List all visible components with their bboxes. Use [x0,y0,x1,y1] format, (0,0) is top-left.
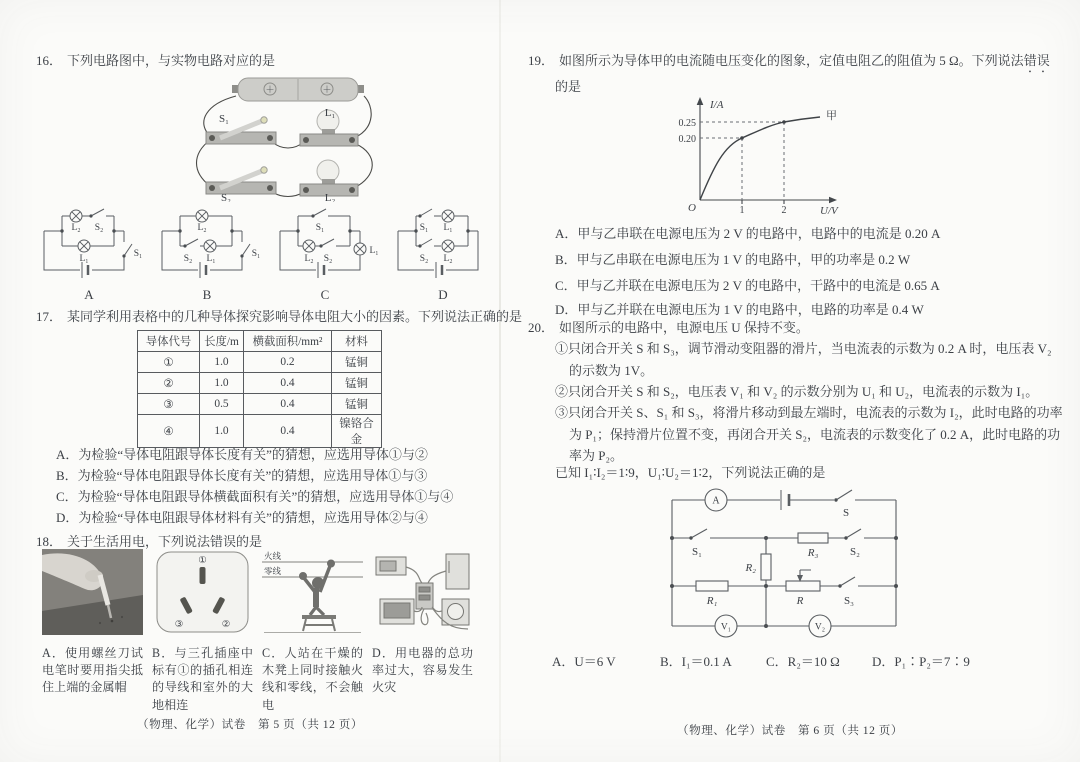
question-16-stem [36,50,275,69]
q17-conductor-table [137,330,382,448]
battery-plus-icon: ＋ [322,84,332,95]
junction-dots [670,495,898,628]
diagram-letter-d: D [438,287,448,302]
diag-a-lamp-bottom-label: L₁ [79,254,89,264]
x-tick-1: 1 [739,205,745,216]
diagram-letter-c: C [320,287,330,302]
page-5 [0,0,523,762]
question-20-stem [528,317,809,336]
diag-d-lamp-bottom-label: L₂ [443,254,453,264]
cell-area: 0.4 [244,394,332,415]
battery-plus-icon: ＋ [265,84,275,95]
graph-dashed-guides [700,122,784,200]
table-row [138,373,382,394]
q20-step-1: ①只闭合开关 S 和 S₃，调节滑动变阻器的滑片，当电流表的示数为 0.2 A 时，电压表 V₂ 的示数为 1V。 [555,341,1052,378]
question-17-stem [36,306,522,325]
photo-label-l1: L₁ [324,107,336,119]
diag-a-switch-top-label: S₂ [94,223,104,233]
page-6 [500,0,1080,762]
socket-slot-2-label: ② [221,620,231,630]
q16-diagram-d [386,204,500,303]
table-header-row [138,331,382,352]
battery-pack [232,78,364,101]
curve-jia-label: 甲 [826,110,837,122]
switch-s3-label: S₃ [844,595,854,607]
question-19-text-pre: 如图所示为导体甲的电流随电压变化的图象，定值电阻乙的阻值为 5 Ω。下列说法 [559,53,1024,68]
circuit-diagram-a [32,204,146,280]
diag-b-series-switch-label: S₁ [251,249,261,259]
diag-c-lamp-bottom-label: L₂ [304,254,314,264]
diag-d-lamp-top-label: L₁ [443,223,453,233]
voltmeter-v1-label: V₁ [720,622,732,633]
diag-d-switch-bottom-label: S₂ [419,254,429,264]
diag-c-series-lamp-label: L₁ [369,246,379,256]
origin-label: O [688,202,696,214]
col-header-area: 横截面积/mm² [244,331,332,352]
q16-diagram-row [32,204,492,303]
cell-area: 0.4 [244,373,332,394]
question-18-text-pre: 关于生活用电，下列说法 [67,534,211,549]
cell-length: 0.5 [200,394,244,415]
y-tick-020: 0.20 [678,134,696,145]
q18-caption-c: C．人站在干燥的木凳上同时接触火线和零线，不会触电 [262,646,363,712]
diag-a-series-switch-label: S₁ [133,249,143,259]
q18-figure-d [372,549,473,714]
q18-figure-c [262,549,363,714]
three-hole-socket-figure [152,549,253,635]
q18-figure-row [42,549,473,714]
person-figure [300,560,335,615]
q18-figure-b [152,549,253,714]
socket-slot-1-label: ① [198,556,207,566]
cell-material: 锰铜 [332,394,382,415]
col-header-material: 材料 [332,331,382,352]
cell-code: ③ [138,394,200,415]
q20-circuit-diagram [648,486,920,648]
photo-switch-s1 [206,117,276,144]
cell-length: 1.0 [200,373,244,394]
q16-diagram-b [150,204,264,303]
cell-length: 1.0 [200,352,244,373]
circuit-diagram-b [150,204,264,280]
question-18-text-post: 的是 [236,534,263,549]
y-axis-arrow-icon [697,97,704,105]
q19-option-d: D．甲与乙并联在电源电压为 1 V 的电路中，电路的功率是 0.4 W [555,302,924,317]
question-16-number: 16． [36,53,63,68]
rheostat-r-label: R [796,595,804,607]
question-19-number: 19． [528,53,555,68]
diag-a-lamp-top-label: L₂ [71,223,81,233]
diag-b-lamp-top-label: L₂ [197,223,207,233]
q17-option-c: C．为检验“导体电阻跟导体横截面积有关”的猜想，应选用导体①与④ [56,489,454,504]
q19-option-b: B．甲与乙串联在电源电压为 1 V 的电路中，甲的功率是 0.2 W [555,252,911,267]
diag-c-switch-top-label: S₁ [315,223,325,233]
cell-code: ④ [138,415,200,448]
ammeter-label: A [712,495,720,507]
diagram-letter-a: A [84,287,94,302]
photo-label-l2: L₂ [324,192,336,202]
cell-area: 0.2 [244,352,332,373]
question-20-intro: 如图所示的电路中，电源电压 U 保持不变。 [559,320,809,335]
table-row [138,415,382,448]
q16-diagram-a [32,204,146,303]
col-header-length: 长度/m [200,331,244,352]
x-axis-label: U/V [820,205,838,217]
question-18-number: 18． [36,534,63,549]
x-axis-arrow-icon [829,197,837,204]
photo-label-s1: S₁ [219,113,229,125]
q20-option-a: A．U＝6 V [552,654,616,669]
diag-b-switch-bottom-label: S₂ [183,254,193,264]
x-tick-2: 2 [781,205,787,216]
resistor-r1-label: R₁ [706,595,718,607]
cell-code: ② [138,373,200,394]
test-pen-photo [42,549,143,635]
q18-caption-a: A．使用螺丝刀试电笔时要用指尖抵住上端的金属帽 [42,646,143,695]
person-on-stool-figure [262,549,363,635]
diag-b-lamp-bottom-label: L₁ [206,254,216,264]
resistor-r2-label: R₂ [745,562,756,574]
page-5-footer: （物理、化学）试卷 第 5 页（共 12 页） [137,718,363,731]
q18-caption-d: D．用电器的总功率过大，容易发生火灾 [372,646,473,695]
q18-figure-a [42,549,143,714]
table-row [138,352,382,373]
q18-caption-b: B．与三孔插座中标有①的插孔相连的导线和室外的大地相连 [152,646,253,712]
neutral-wire-label: 零线 [264,566,282,576]
question-20-number: 20． [528,320,555,335]
y-tick-025: 0.25 [678,118,696,129]
switch-s1-label: S₁ [692,546,702,558]
cell-material: 锰铜 [332,373,382,394]
photo-lamp-l2 [300,160,358,196]
question-18-text-emphasis: 错误 [210,534,237,549]
q17-option-b: B．为检验“导体电阻跟导体长度有关”的猜想，应选用导体①与③ [56,468,428,483]
cell-area: 0.4 [244,415,332,448]
wooden-stool [302,615,336,631]
q20-given-line: 已知 I₁∶I₂＝1∶9，U₁∶U₂＝1∶2，下列说法正确的是 [555,465,826,480]
q17-option-a: A．为检验“导体电阻跟导体长度有关”的猜想，应选用导体①与② [56,447,428,462]
circuit-diagram-c [268,204,382,280]
q20-option-d: D．P₁∶P₂＝7∶9 [872,654,970,669]
q20-step-3: ③只闭合开关 S、S₁ 和 S₃，将滑片移动到最左端时，电流表的示数为 I₂，此时电路的功率为 P₁；保持滑片位置不变，再闭合开关 S₂，电流表的示数变化了 0.2 A，此时电路的功率为 P₂。 [555,405,1063,463]
switch-s-label: S [842,507,850,519]
cell-material: 锰铜 [332,352,382,373]
live-wire-label: 火线 [264,551,282,561]
cell-length: 1.0 [200,415,244,448]
resistor-r3-label: R₃ [807,547,819,559]
socket-slot-3-label: ③ [174,620,184,630]
curve-jia [700,117,820,200]
many-appliances-figure [372,549,473,635]
diag-d-switch-top-label: S₁ [419,223,429,233]
circuit-diagram-d [386,204,500,280]
q16-diagram-c [268,204,382,303]
question-17-number: 17． [36,309,63,324]
q20-option-c: C．R₂＝10 Ω [766,654,840,669]
page-6-footer: （物理、化学）试卷 第 6 页（共 12 页） [677,724,903,737]
cell-material: 镍铬合金 [332,415,382,448]
diagram-letter-b: B [202,287,212,302]
question-17-text: 某同学利用表格中的几种导体探究影响导体电阻大小的因素。下列说法正确的是 [67,309,523,324]
q16-real-circuit-photo [180,74,408,202]
y-axis-label: I/A [710,99,724,111]
voltmeter-v2-label: V₂ [814,622,826,633]
switch-s2-label: S₂ [850,546,860,558]
q20-step-2: ②只闭合开关 S 和 S₂，电压表 V₁ 和 V₂ 的示数分别为 U₁ 和 U₂，电流表的示数为 I₁。 [555,384,1039,399]
q20-option-b: B．I₁＝0.1 A [660,654,732,669]
question-19-text-emphasis: 错误 [1023,53,1050,68]
question-19-stem-cont: 的是 [555,79,582,94]
question-19-stem [528,50,1050,76]
question-16-text: 下列电路图中，与实物电路对应的是 [67,53,276,68]
q19-iu-graph [662,92,847,220]
q19-option-a: A．甲与乙串联在电源电压为 2 V 的电路中，电路中的电流是 0.20 A [555,226,941,241]
photo-label-s2: S₂ [221,192,231,202]
cell-code: ① [138,352,200,373]
diag-c-switch-bottom-label: S₂ [323,254,333,264]
photo-switch-s2 [206,167,276,194]
q19-option-c: C．甲与乙并联在电源电压为 2 V 的电路中，干路中的电流是 0.65 A [555,278,940,293]
col-header-code: 导体代号 [138,331,200,352]
q17-option-d: D．为检验“导体电阻跟导体材料有关”的猜想，应选用导体②与④ [56,510,428,525]
table-row [138,394,382,415]
